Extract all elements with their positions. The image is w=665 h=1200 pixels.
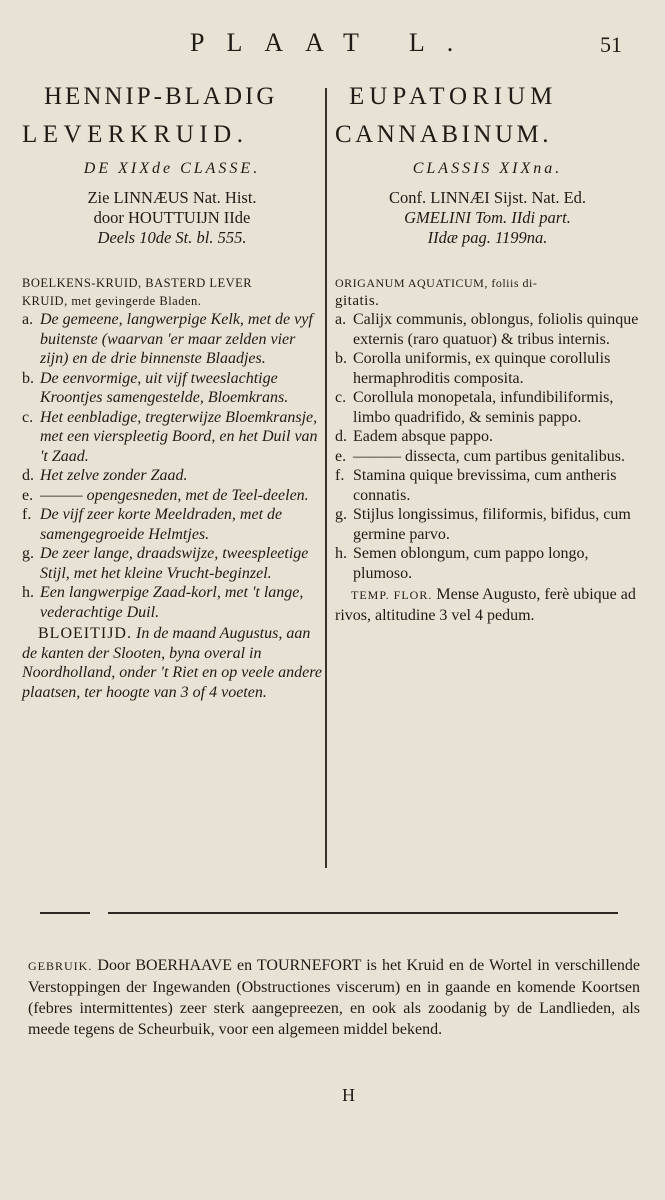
- bloeitijd-text: In de maand Augustus, aan de kanten der Slooten, byna overal in Noordholland, onder 't Riet en op veele andere plaatsen, ter hoogte van 3 of 4 voeten.: [22, 625, 322, 701]
- left-item-c: [22, 408, 322, 467]
- left-item-list: [22, 310, 322, 622]
- left-column: [22, 78, 322, 702]
- column-divider: [325, 88, 327, 868]
- right-item-f: [335, 466, 640, 505]
- temp-flor-label: TEMP. FLOR.: [351, 588, 433, 602]
- item-text: Semen oblongum, cum pappo longo, plumoso.: [353, 545, 589, 582]
- item-text: Eadem absque pappo.: [353, 428, 493, 445]
- right-title-line1: EUPATORIUM: [349, 83, 558, 110]
- right-column: [335, 78, 640, 625]
- item-label: h.: [22, 584, 34, 601]
- item-label: f.: [22, 506, 32, 523]
- temp-flor-text: Mense Augusto, ferè ubique ad rivos, altitudine 3 vel 4 pedum.: [335, 586, 636, 624]
- item-label: a.: [335, 311, 347, 328]
- item-text: Corollula monopetala, infundibiliformis, limbo quadrifido, & seminis pappo.: [353, 389, 614, 426]
- item-label: c.: [335, 389, 347, 406]
- right-classis: CLASSIS XIXna.: [412, 160, 563, 177]
- right-item-d: [335, 427, 640, 447]
- plate-title: PLAAT L.: [190, 28, 476, 57]
- item-label: a.: [22, 311, 34, 328]
- long-rule: [108, 912, 618, 914]
- item-text: Het eenbladige, tregterwijze Bloemkransje, met een vierspleetig Boord, en het Duil van 't Zaad.: [40, 408, 318, 465]
- left-title-line1: HENNIP-BLADIG: [44, 83, 278, 110]
- item-label: g.: [22, 545, 34, 562]
- item-label: d.: [335, 428, 347, 445]
- item-label: g.: [335, 506, 347, 523]
- left-item-b: [22, 369, 322, 408]
- gebruik-label: GEBRUIK.: [28, 959, 93, 973]
- right-heading-line2: gitatis.: [335, 293, 380, 309]
- right-title-line2: CANNABINUM.: [335, 121, 552, 148]
- bloeitijd-label: BLOEITIJD.: [38, 625, 132, 642]
- item-label: d.: [22, 467, 34, 484]
- right-ref-line2: GMELINI Tom. IIdi part.: [404, 208, 571, 227]
- gebruik-text: Door BOERHAAVE en TOURNEFORT is het Kruid en de Wortel in verschillende Verstoppingen der Ingewanden (Obstructiones viscerum) en in gaande en komende Koortsen (febres intermittentes) zeer sterk aangepreezen, en ook als zoodanig by de Landlieden, als meede tegens de Scheurbuik, voor een algemeen middel bekend.: [28, 957, 641, 1038]
- signature-mark: H: [342, 1085, 355, 1105]
- item-text: De eenvormige, uit vijf tweeslachtige Kroontjes samengestelde, Bloemkrans.: [40, 369, 289, 406]
- item-text: Stijlus longissimus, filiformis, bifidus, cum germine parvo.: [353, 506, 631, 543]
- item-text: De vijf zeer korte Meeldraden, met de samengegroeide Helmtjes.: [40, 506, 283, 543]
- page-number: 51: [600, 32, 622, 57]
- left-item-f: [22, 505, 322, 544]
- item-label: b.: [335, 350, 347, 367]
- left-ref-line3: Deels 10de St. bl. 555.: [97, 228, 247, 247]
- left-heading: [22, 274, 322, 310]
- right-item-a: [335, 310, 640, 349]
- right-item-h: [335, 544, 640, 583]
- right-item-b: [335, 349, 640, 388]
- left-ref-line2: door HOUTTUIJN IIde: [93, 208, 251, 227]
- left-bloeitijd: [22, 624, 322, 702]
- item-text: ——— opengesneden, met de Teel-deelen.: [40, 486, 309, 504]
- right-ref-line1: Conf. LINNÆI Sijst. Nat. Ed.: [388, 188, 587, 207]
- right-item-e: [335, 447, 640, 467]
- item-text: Het zelve zonder Zaad.: [40, 467, 188, 484]
- gebruik-footnote: [28, 955, 640, 1040]
- left-item-e: [22, 486, 322, 506]
- left-item-g: [22, 544, 322, 583]
- item-text: De gemeene, langwerpige Kelk, met de vyf buitenste (waarvan 'er maar zelden vier zijn) en de drie binnenste Blaadjes.: [40, 311, 313, 367]
- left-reference: [22, 188, 322, 248]
- item-text: Een langwerpige Zaad-korl, met 't lange, vederachtige Duil.: [40, 584, 304, 621]
- left-ref-line1: Zie LINNÆUS Nat. Hist.: [87, 188, 257, 207]
- right-item-list: [335, 310, 640, 583]
- item-text: ——— dissecta, cum partibus genitalibus.: [353, 447, 625, 465]
- right-heading-line1: ORIGANUM AQUATICUM, foliis di-: [335, 276, 538, 290]
- right-item-g: [335, 505, 640, 544]
- right-ref-line3: IIdæ pag. 1199na.: [427, 228, 548, 247]
- short-rule: [40, 912, 90, 914]
- right-item-c: [335, 388, 640, 427]
- left-heading-line1: BOELKENS-KRUID, BASTERD LEVER: [22, 276, 253, 290]
- item-label: f.: [335, 467, 345, 484]
- left-item-a: [22, 310, 322, 369]
- right-heading: [335, 274, 640, 310]
- left-title-line2: LEVERKRUID.: [22, 121, 249, 148]
- item-text: Stamina quique brevissima, cum antheris connatis.: [353, 467, 617, 504]
- item-label: b.: [22, 369, 34, 387]
- item-text: Corolla uniformis, ex quinque corollulis hermaphroditis composita.: [353, 350, 611, 387]
- item-label: e.: [22, 486, 34, 504]
- right-temp-flor: [335, 585, 640, 625]
- left-item-d: [22, 466, 322, 486]
- left-item-h: [22, 583, 322, 622]
- left-heading-line2: KRUID, met gevingerde Bladen.: [22, 294, 202, 308]
- item-text: Calijx communis, oblongus, foliolis quinque externis (raro quatuor) & tribus internis.: [353, 311, 639, 348]
- left-classe: DE XIXde CLASSE.: [83, 160, 261, 177]
- item-label: h.: [335, 545, 347, 562]
- item-label: e.: [335, 447, 347, 465]
- item-label: c.: [22, 408, 34, 426]
- right-reference: [335, 188, 640, 248]
- item-text: De zeer lange, draadswijze, tweespleetige Stijl, met het kleine Vrucht-beginzel.: [40, 545, 309, 582]
